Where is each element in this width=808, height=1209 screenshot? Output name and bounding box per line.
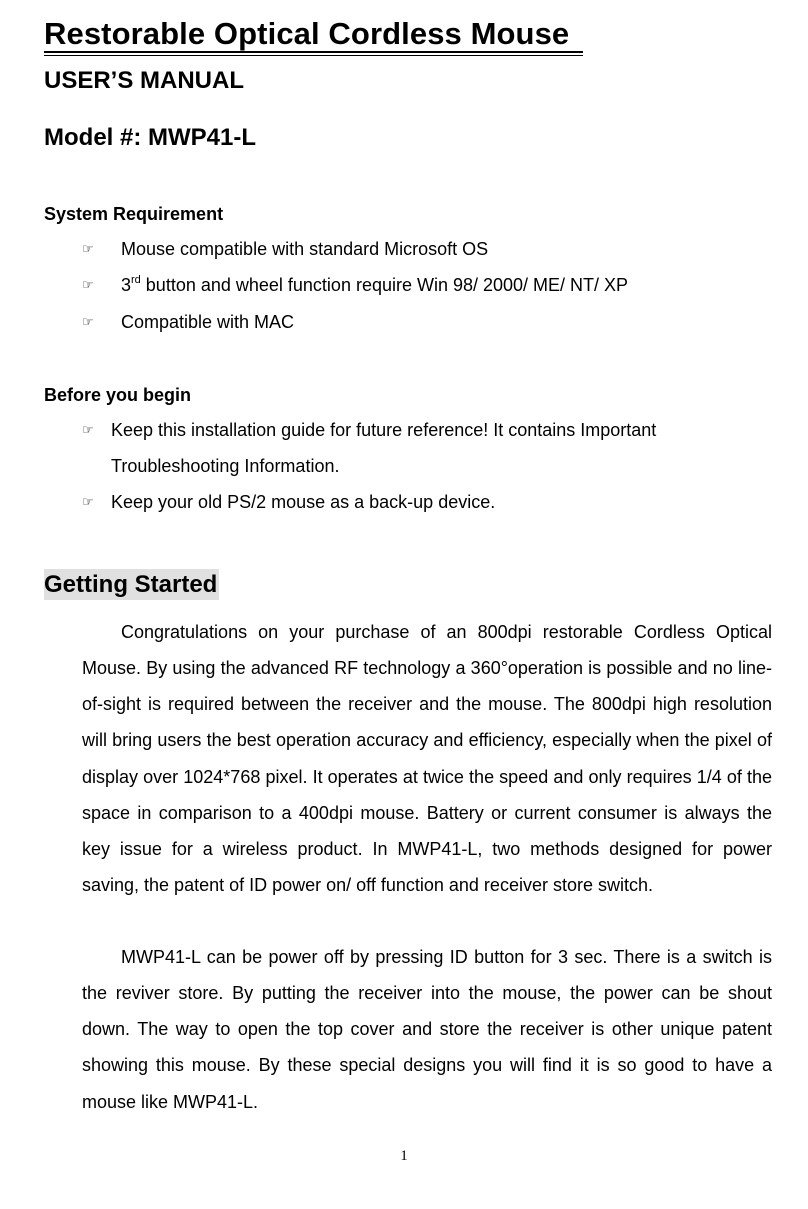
paragraph-text: MWP41-L can be power off by pressing ID button for 3 sec. There is a switch is the reviver store. By putting the receiver into the mouse, the power can be shout down. The way to open the top cover and store the receiver is other unique patent showing this mouse. By these special designs you will find it is so good to have a mouse like MWP41-L.: [82, 947, 772, 1112]
pointing-hand-icon: ☞: [82, 314, 94, 329]
getting-started-heading: Getting Started: [44, 571, 218, 598]
before-item-text: Keep your old PS/2 mouse as a back-up device.: [111, 492, 496, 512]
ordinal-superscript: rd: [131, 274, 141, 286]
pointing-hand-icon: ☞: [82, 422, 94, 437]
requirement-text: Mouse compatible with standard Microsoft OS: [121, 239, 489, 259]
pointing-hand-icon: ☞: [82, 494, 94, 509]
page-number: 1: [400, 1148, 408, 1164]
requirement-text: Compatible with MAC: [121, 312, 295, 332]
pointing-hand-icon: ☞: [82, 241, 94, 256]
before-item-text-line2: Troubleshooting Information.: [111, 456, 340, 476]
model-number: Model #: MWP41-L: [44, 124, 257, 151]
before-item-text: Keep this installation guide for future reference! It contains Important: [111, 420, 657, 440]
ordinal-number: 3: [121, 275, 132, 295]
requirement-text-rest: button and wheel function require Win 98/ 2000/ ME/ NT/ XP: [140, 275, 629, 295]
title-underline: [44, 51, 583, 53]
body-paragraph: [82, 939, 772, 1120]
system-requirement-heading: System Requirement: [44, 204, 224, 224]
requirement-text: [121, 272, 628, 298]
document-title: Restorable Optical Cordless Mouse: [44, 16, 570, 51]
paragraph-text: Congratulations on your purchase of an 800dpi restorable Cordless Optical Mouse. By using the advanced RF technology a 360°operation is possible and no line-of-sight is required between the receiver and the mouse. The 800dpi high resolution will bring users the best operation accuracy and efficiency, especially when the pixel of display over 1024*768 pixel. It operates at twice the speed and only requires 1/4 of the space in comparison to a 400dpi mouse. Battery or current consumer is always the key issue for a wireless product. In MWP41-L, two methods designed for power saving, the patent of ID power on/ off function and receiver store switch.: [82, 622, 772, 896]
pointing-hand-icon: ☞: [82, 277, 94, 292]
before-you-begin-heading: Before you begin: [44, 385, 192, 405]
document-subtitle: USER’S MANUAL: [44, 67, 245, 94]
title-underline-secondary: [44, 55, 583, 56]
body-paragraph: [82, 614, 772, 903]
